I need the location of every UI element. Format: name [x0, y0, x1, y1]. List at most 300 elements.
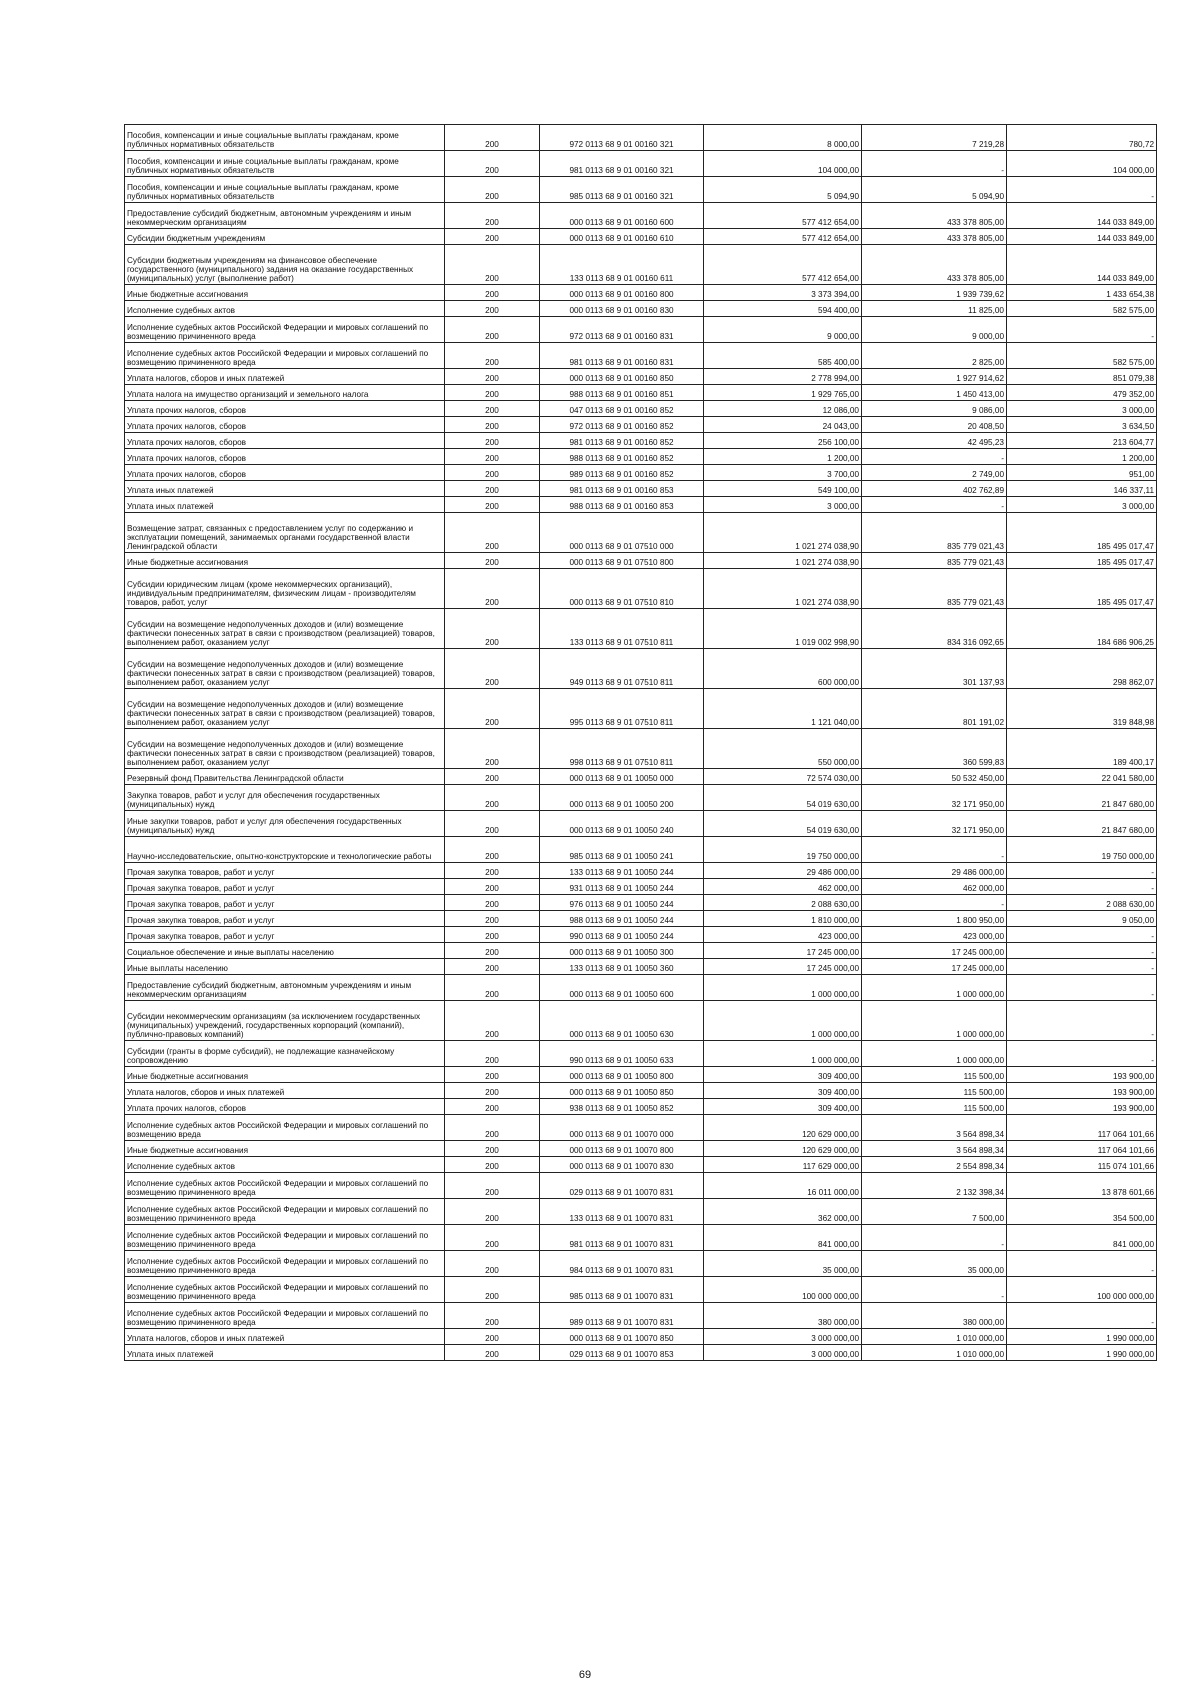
row-budget-code-cell: 000 0113 68 9 01 10070 000: [540, 1115, 704, 1141]
row-name-cell: Иные бюджетные ассигнования: [125, 285, 445, 301]
row-approved-cell: 594 400,00: [704, 301, 862, 317]
row-executed-cell: 834 316 092,65: [862, 609, 1007, 649]
row-approved-cell: 120 629 000,00: [704, 1115, 862, 1141]
row-name-cell: Уплата налогов, сборов и иных платежей: [125, 1083, 445, 1099]
row-unexecuted-cell: 193 900,00: [1007, 1067, 1157, 1083]
table-row: [125, 433, 1157, 449]
row-executed-cell: 9 086,00: [862, 401, 1007, 417]
row-name-cell: Субсидии на возмещение недополученных доходов и (или) возмещение фактически понесенных затрат в связи с производством (реализацией) товаров, выполнением работ, оказанием услуг: [125, 609, 445, 649]
row-executed-cell: 835 779 021,43: [862, 513, 1007, 553]
row-line-code-cell: 200: [445, 1225, 540, 1251]
table-row: [125, 1345, 1157, 1361]
row-line-code-cell: 200: [445, 927, 540, 943]
row-executed-cell: 115 500,00: [862, 1099, 1007, 1115]
table-row: [125, 649, 1157, 689]
row-approved-cell: 2 778 994,00: [704, 369, 862, 385]
row-executed-cell: -: [862, 837, 1007, 863]
row-line-code-cell: 200: [445, 317, 540, 343]
table-row: [125, 879, 1157, 895]
row-line-code-cell: 200: [445, 911, 540, 927]
row-line-code-cell: 200: [445, 1345, 540, 1361]
row-unexecuted-cell: 100 000 000,00: [1007, 1277, 1157, 1303]
row-line-code-cell: 200: [445, 1099, 540, 1115]
table-row: [125, 1041, 1157, 1067]
row-approved-cell: 577 412 654,00: [704, 245, 862, 285]
row-budget-code-cell: 133 0113 68 9 01 07510 811: [540, 609, 704, 649]
row-unexecuted-cell: 780,72: [1007, 125, 1157, 151]
row-budget-code-cell: 029 0113 68 9 01 10070 853: [540, 1345, 704, 1361]
row-line-code-cell: 200: [445, 285, 540, 301]
table-row: [125, 343, 1157, 369]
row-budget-code-cell: 000 0113 68 9 01 10050 200: [540, 785, 704, 811]
row-approved-cell: 24 043,00: [704, 417, 862, 433]
row-approved-cell: 600 000,00: [704, 649, 862, 689]
row-executed-cell: 2 749,00: [862, 465, 1007, 481]
row-unexecuted-cell: -: [1007, 1001, 1157, 1041]
row-executed-cell: -: [862, 449, 1007, 465]
row-executed-cell: 50 532 450,00: [862, 769, 1007, 785]
row-unexecuted-cell: 354 500,00: [1007, 1199, 1157, 1225]
row-approved-cell: 9 000,00: [704, 317, 862, 343]
row-approved-cell: 54 019 630,00: [704, 785, 862, 811]
row-approved-cell: 380 000,00: [704, 1303, 862, 1329]
row-budget-code-cell: 981 0113 68 9 01 00160 853: [540, 481, 704, 497]
row-budget-code-cell: 000 0113 68 9 01 00160 610: [540, 229, 704, 245]
row-approved-cell: 1 000 000,00: [704, 1041, 862, 1067]
row-budget-code-cell: 000 0113 68 9 01 07510 800: [540, 553, 704, 569]
row-unexecuted-cell: 1 990 000,00: [1007, 1329, 1157, 1345]
row-budget-code-cell: 984 0113 68 9 01 10070 831: [540, 1251, 704, 1277]
row-budget-code-cell: 000 0113 68 9 01 10070 850: [540, 1329, 704, 1345]
row-name-cell: Уплата прочих налогов, сборов: [125, 401, 445, 417]
row-executed-cell: 1 000 000,00: [862, 1001, 1007, 1041]
row-name-cell: Уплата прочих налогов, сборов: [125, 465, 445, 481]
row-unexecuted-cell: 193 900,00: [1007, 1099, 1157, 1115]
row-unexecuted-cell: 193 900,00: [1007, 1083, 1157, 1099]
row-budget-code-cell: 988 0113 68 9 01 00160 853: [540, 497, 704, 513]
table-row: [125, 785, 1157, 811]
row-approved-cell: 8 000,00: [704, 125, 862, 151]
row-executed-cell: 1 010 000,00: [862, 1345, 1007, 1361]
row-budget-code-cell: 000 0113 68 9 01 10050 630: [540, 1001, 704, 1041]
row-line-code-cell: 200: [445, 1083, 540, 1099]
row-unexecuted-cell: 144 033 849,00: [1007, 229, 1157, 245]
table-row: [125, 569, 1157, 609]
row-budget-code-cell: 985 0113 68 9 01 00160 321: [540, 177, 704, 203]
row-executed-cell: 1 927 914,62: [862, 369, 1007, 385]
row-unexecuted-cell: 851 079,38: [1007, 369, 1157, 385]
row-executed-cell: 3 564 898,34: [862, 1141, 1007, 1157]
row-budget-code-cell: 000 0113 68 9 01 10050 600: [540, 975, 704, 1001]
row-approved-cell: 1 200,00: [704, 449, 862, 465]
row-approved-cell: 19 750 000,00: [704, 837, 862, 863]
table-body: [125, 125, 1157, 1361]
row-executed-cell: 29 486 000,00: [862, 863, 1007, 879]
row-unexecuted-cell: 13 878 601,66: [1007, 1173, 1157, 1199]
row-executed-cell: 301 137,93: [862, 649, 1007, 689]
row-line-code-cell: 200: [445, 1115, 540, 1141]
row-budget-code-cell: 995 0113 68 9 01 07510 811: [540, 689, 704, 729]
row-budget-code-cell: 000 0113 68 9 01 00160 600: [540, 203, 704, 229]
row-executed-cell: 3 564 898,34: [862, 1115, 1007, 1141]
row-unexecuted-cell: 3 000,00: [1007, 401, 1157, 417]
row-budget-code-cell: 000 0113 68 9 01 10070 830: [540, 1157, 704, 1173]
row-executed-cell: -: [862, 1225, 1007, 1251]
budget-execution-table: [124, 124, 1157, 1361]
table-row: [125, 1329, 1157, 1345]
row-line-code-cell: 200: [445, 369, 540, 385]
row-name-cell: Закупка товаров, работ и услуг для обеспечения государственных (муниципальных) нужд: [125, 785, 445, 811]
row-executed-cell: 32 171 950,00: [862, 811, 1007, 837]
row-executed-cell: -: [862, 151, 1007, 177]
row-line-code-cell: 200: [445, 569, 540, 609]
row-approved-cell: 12 086,00: [704, 401, 862, 417]
row-budget-code-cell: 985 0113 68 9 01 10050 241: [540, 837, 704, 863]
row-executed-cell: 433 378 805,00: [862, 203, 1007, 229]
row-budget-code-cell: 989 0113 68 9 01 00160 852: [540, 465, 704, 481]
row-budget-code-cell: 133 0113 68 9 01 00160 611: [540, 245, 704, 285]
row-approved-cell: 72 574 030,00: [704, 769, 862, 785]
row-line-code-cell: 200: [445, 1329, 540, 1345]
row-executed-cell: 1 000 000,00: [862, 975, 1007, 1001]
row-line-code-cell: 200: [445, 1251, 540, 1277]
row-unexecuted-cell: 319 848,98: [1007, 689, 1157, 729]
row-line-code-cell: 200: [445, 863, 540, 879]
row-unexecuted-cell: 185 495 017,47: [1007, 553, 1157, 569]
table-row: [125, 927, 1157, 943]
row-line-code-cell: 200: [445, 1173, 540, 1199]
table-row: [125, 959, 1157, 975]
row-budget-code-cell: 133 0113 68 9 01 10070 831: [540, 1199, 704, 1225]
row-line-code-cell: 200: [445, 553, 540, 569]
row-budget-code-cell: 972 0113 68 9 01 00160 831: [540, 317, 704, 343]
row-unexecuted-cell: -: [1007, 1303, 1157, 1329]
row-executed-cell: 462 000,00: [862, 879, 1007, 895]
row-name-cell: Исполнение судебных актов: [125, 301, 445, 317]
row-unexecuted-cell: 1 990 000,00: [1007, 1345, 1157, 1361]
row-line-code-cell: 200: [445, 959, 540, 975]
table-row: [125, 481, 1157, 497]
row-line-code-cell: 200: [445, 729, 540, 769]
row-unexecuted-cell: 104 000,00: [1007, 151, 1157, 177]
row-name-cell: Уплата иных платежей: [125, 497, 445, 513]
row-unexecuted-cell: -: [1007, 975, 1157, 1001]
row-unexecuted-cell: 144 033 849,00: [1007, 245, 1157, 285]
row-executed-cell: 2 132 398,34: [862, 1173, 1007, 1199]
table-row: [125, 285, 1157, 301]
row-budget-code-cell: 000 0113 68 9 01 07510 810: [540, 569, 704, 609]
row-approved-cell: 1 810 000,00: [704, 911, 862, 927]
row-name-cell: Субсидии на возмещение недополученных доходов и (или) возмещение фактически понесенных затрат в связи с производством (реализацией) товаров, выполнением работ, оказанием услуг: [125, 649, 445, 689]
row-approved-cell: 1 000 000,00: [704, 975, 862, 1001]
table-row: [125, 151, 1157, 177]
row-unexecuted-cell: 146 337,11: [1007, 481, 1157, 497]
row-name-cell: Исполнение судебных актов Российской Федерации и мировых соглашений по возмещению причиненного вреда: [125, 1251, 445, 1277]
table-row: [125, 301, 1157, 317]
row-approved-cell: 1 019 002 998,90: [704, 609, 862, 649]
row-executed-cell: 433 378 805,00: [862, 245, 1007, 285]
row-line-code-cell: 200: [445, 229, 540, 245]
row-line-code-cell: 200: [445, 1067, 540, 1083]
row-line-code-cell: 200: [445, 689, 540, 729]
row-line-code-cell: 200: [445, 1141, 540, 1157]
row-unexecuted-cell: -: [1007, 317, 1157, 343]
row-unexecuted-cell: -: [1007, 177, 1157, 203]
row-approved-cell: 1 021 274 038,90: [704, 553, 862, 569]
row-unexecuted-cell: 115 074 101,66: [1007, 1157, 1157, 1173]
row-budget-code-cell: 985 0113 68 9 01 10070 831: [540, 1277, 704, 1303]
row-name-cell: Исполнение судебных актов Российской Федерации и мировых соглашений по возмещению причиненного вреда: [125, 343, 445, 369]
row-executed-cell: -: [862, 497, 1007, 513]
row-unexecuted-cell: 185 495 017,47: [1007, 513, 1157, 553]
row-budget-code-cell: 000 0113 68 9 01 10050 000: [540, 769, 704, 785]
row-name-cell: Субсидии некоммерческим организациям (за исключением государственных (муниципальных) учреждений, государственных корпораций (компаний), публично-правовых компаний): [125, 1001, 445, 1041]
row-approved-cell: 100 000 000,00: [704, 1277, 862, 1303]
row-budget-code-cell: 988 0113 68 9 01 00160 852: [540, 449, 704, 465]
row-line-code-cell: 200: [445, 245, 540, 285]
table-row: [125, 943, 1157, 959]
row-line-code-cell: 200: [445, 433, 540, 449]
row-line-code-cell: 200: [445, 609, 540, 649]
row-unexecuted-cell: 951,00: [1007, 465, 1157, 481]
table-row: [125, 229, 1157, 245]
row-approved-cell: 841 000,00: [704, 1225, 862, 1251]
row-line-code-cell: 200: [445, 1001, 540, 1041]
row-name-cell: Субсидии (гранты в форме субсидий), не подлежащие казначейскому сопровождению: [125, 1041, 445, 1067]
row-executed-cell: 380 000,00: [862, 1303, 1007, 1329]
row-approved-cell: 17 245 000,00: [704, 943, 862, 959]
row-line-code-cell: 200: [445, 401, 540, 417]
row-budget-code-cell: 949 0113 68 9 01 07510 811: [540, 649, 704, 689]
row-executed-cell: 5 094,90: [862, 177, 1007, 203]
row-line-code-cell: 200: [445, 1041, 540, 1067]
row-budget-code-cell: 000 0113 68 9 01 07510 000: [540, 513, 704, 553]
row-approved-cell: 1 021 274 038,90: [704, 513, 862, 553]
row-line-code-cell: 200: [445, 513, 540, 553]
row-line-code-cell: 200: [445, 343, 540, 369]
row-unexecuted-cell: 1 433 654,38: [1007, 285, 1157, 301]
row-budget-code-cell: 000 0113 68 9 01 10070 800: [540, 1141, 704, 1157]
row-name-cell: Научно-исследовательские, опытно-конструкторские и технологические работы: [125, 837, 445, 863]
row-approved-cell: 362 000,00: [704, 1199, 862, 1225]
row-executed-cell: 402 762,89: [862, 481, 1007, 497]
row-executed-cell: 1 010 000,00: [862, 1329, 1007, 1345]
row-unexecuted-cell: -: [1007, 1041, 1157, 1067]
row-name-cell: Исполнение судебных актов Российской Федерации и мировых соглашений по возмещению вреда: [125, 1115, 445, 1141]
row-name-cell: Исполнение судебных актов Российской Федерации и мировых соглашений по возмещению причиненного вреда: [125, 1173, 445, 1199]
row-name-cell: Иные бюджетные ассигнования: [125, 1141, 445, 1157]
row-name-cell: Пособия, компенсации и иные социальные выплаты гражданам, кроме публичных нормативных обязательств: [125, 125, 445, 151]
row-name-cell: Предоставление субсидий бюджетным, автономным учреждениям и иным некоммерческим организациям: [125, 203, 445, 229]
row-line-code-cell: 200: [445, 975, 540, 1001]
table-row: [125, 449, 1157, 465]
row-unexecuted-cell: 22 041 580,00: [1007, 769, 1157, 785]
row-budget-code-cell: 133 0113 68 9 01 10050 244: [540, 863, 704, 879]
row-approved-cell: 1 929 765,00: [704, 385, 862, 401]
table-row: [125, 497, 1157, 513]
table-row: [125, 863, 1157, 879]
row-approved-cell: 3 700,00: [704, 465, 862, 481]
row-name-cell: Прочая закупка товаров, работ и услуг: [125, 895, 445, 911]
row-budget-code-cell: 029 0113 68 9 01 10070 831: [540, 1173, 704, 1199]
row-executed-cell: 42 495,23: [862, 433, 1007, 449]
row-unexecuted-cell: 213 604,77: [1007, 433, 1157, 449]
row-approved-cell: 35 000,00: [704, 1251, 862, 1277]
table-row: [125, 1115, 1157, 1141]
row-name-cell: Прочая закупка товаров, работ и услуг: [125, 911, 445, 927]
row-name-cell: Уплата прочих налогов, сборов: [125, 433, 445, 449]
row-approved-cell: 423 000,00: [704, 927, 862, 943]
row-line-code-cell: 200: [445, 125, 540, 151]
table-row: [125, 125, 1157, 151]
row-budget-code-cell: 000 0113 68 9 01 10050 800: [540, 1067, 704, 1083]
row-budget-code-cell: 000 0113 68 9 01 00160 800: [540, 285, 704, 301]
row-name-cell: Исполнение судебных актов Российской Федерации и мировых соглашений по возмещению причиненного вреда: [125, 1199, 445, 1225]
row-executed-cell: 1 939 739,62: [862, 285, 1007, 301]
row-line-code-cell: 200: [445, 465, 540, 481]
row-unexecuted-cell: 841 000,00: [1007, 1225, 1157, 1251]
row-name-cell: Субсидии на возмещение недополученных доходов и (или) возмещение фактически понесенных затрат в связи с производством (реализацией) товаров, выполнением работ, оказанием услуг: [125, 689, 445, 729]
row-executed-cell: 1 000 000,00: [862, 1041, 1007, 1067]
row-line-code-cell: 200: [445, 943, 540, 959]
row-budget-code-cell: 000 0113 68 9 01 00160 850: [540, 369, 704, 385]
row-executed-cell: -: [862, 1277, 1007, 1303]
table-row: [125, 1251, 1157, 1277]
row-executed-cell: 2 825,00: [862, 343, 1007, 369]
table-row: [125, 1067, 1157, 1083]
table-row: [125, 769, 1157, 785]
row-unexecuted-cell: 21 847 680,00: [1007, 785, 1157, 811]
row-line-code-cell: 200: [445, 177, 540, 203]
row-name-cell: Уплата прочих налогов, сборов: [125, 449, 445, 465]
table-row: [125, 911, 1157, 927]
row-name-cell: Уплата налогов, сборов и иных платежей: [125, 369, 445, 385]
row-budget-code-cell: 931 0113 68 9 01 10050 244: [540, 879, 704, 895]
row-unexecuted-cell: 117 064 101,66: [1007, 1115, 1157, 1141]
row-line-code-cell: 200: [445, 481, 540, 497]
row-name-cell: Уплата прочих налогов, сборов: [125, 1099, 445, 1115]
row-unexecuted-cell: -: [1007, 1251, 1157, 1277]
row-unexecuted-cell: 9 050,00: [1007, 911, 1157, 927]
row-approved-cell: 462 000,00: [704, 879, 862, 895]
row-approved-cell: 5 094,90: [704, 177, 862, 203]
row-executed-cell: 35 000,00: [862, 1251, 1007, 1277]
row-name-cell: Прочая закупка товаров, работ и услуг: [125, 879, 445, 895]
row-unexecuted-cell: -: [1007, 879, 1157, 895]
row-line-code-cell: 200: [445, 879, 540, 895]
row-line-code-cell: 200: [445, 301, 540, 317]
row-executed-cell: 835 779 021,43: [862, 569, 1007, 609]
row-budget-code-cell: 998 0113 68 9 01 07510 811: [540, 729, 704, 769]
row-unexecuted-cell: 144 033 849,00: [1007, 203, 1157, 229]
table-row: [125, 837, 1157, 863]
row-line-code-cell: 200: [445, 449, 540, 465]
table-row: [125, 465, 1157, 481]
row-approved-cell: 3 000 000,00: [704, 1329, 862, 1345]
row-unexecuted-cell: 2 088 630,00: [1007, 895, 1157, 911]
row-approved-cell: 1 000 000,00: [704, 1001, 862, 1041]
row-executed-cell: 360 599,83: [862, 729, 1007, 769]
table-row: [125, 1199, 1157, 1225]
row-unexecuted-cell: 298 862,07: [1007, 649, 1157, 689]
row-budget-code-cell: 972 0113 68 9 01 00160 321: [540, 125, 704, 151]
row-budget-code-cell: 990 0113 68 9 01 10050 633: [540, 1041, 704, 1067]
row-unexecuted-cell: 21 847 680,00: [1007, 811, 1157, 837]
row-name-cell: Предоставление субсидий бюджетным, автономным учреждениям и иным некоммерческим организациям: [125, 975, 445, 1001]
table-row: [125, 609, 1157, 649]
row-approved-cell: 585 400,00: [704, 343, 862, 369]
row-name-cell: Прочая закупка товаров, работ и услуг: [125, 863, 445, 879]
row-unexecuted-cell: -: [1007, 927, 1157, 943]
row-line-code-cell: 200: [445, 385, 540, 401]
table-row: [125, 895, 1157, 911]
row-name-cell: Уплата налога на имущество организаций и земельного налога: [125, 385, 445, 401]
row-approved-cell: 309 400,00: [704, 1099, 862, 1115]
table-row: [125, 553, 1157, 569]
row-executed-cell: 2 554 898,34: [862, 1157, 1007, 1173]
row-name-cell: Социальное обеспечение и иные выплаты населению: [125, 943, 445, 959]
table-row: [125, 975, 1157, 1001]
row-line-code-cell: 200: [445, 811, 540, 837]
row-approved-cell: 1 021 274 038,90: [704, 569, 862, 609]
row-line-code-cell: 200: [445, 497, 540, 513]
table-row: [125, 1083, 1157, 1099]
row-name-cell: Иные бюджетные ассигнования: [125, 553, 445, 569]
row-executed-cell: 7 500,00: [862, 1199, 1007, 1225]
row-name-cell: Резервный фонд Правительства Ленинградской области: [125, 769, 445, 785]
row-unexecuted-cell: 185 495 017,47: [1007, 569, 1157, 609]
row-name-cell: Пособия, компенсации и иные социальные выплаты гражданам, кроме публичных нормативных обязательств: [125, 177, 445, 203]
row-executed-cell: 20 408,50: [862, 417, 1007, 433]
row-unexecuted-cell: -: [1007, 863, 1157, 879]
row-executed-cell: 433 378 805,00: [862, 229, 1007, 245]
row-budget-code-cell: 000 0113 68 9 01 10050 850: [540, 1083, 704, 1099]
row-approved-cell: 309 400,00: [704, 1083, 862, 1099]
row-approved-cell: 16 011 000,00: [704, 1173, 862, 1199]
table-row: [125, 401, 1157, 417]
row-line-code-cell: 200: [445, 203, 540, 229]
row-line-code-cell: 200: [445, 417, 540, 433]
row-name-cell: Иные бюджетные ассигнования: [125, 1067, 445, 1083]
row-unexecuted-cell: 582 575,00: [1007, 343, 1157, 369]
row-approved-cell: 1 121 040,00: [704, 689, 862, 729]
row-budget-code-cell: 972 0113 68 9 01 00160 852: [540, 417, 704, 433]
row-budget-code-cell: 981 0113 68 9 01 00160 852: [540, 433, 704, 449]
row-budget-code-cell: 000 0113 68 9 01 10050 300: [540, 943, 704, 959]
row-approved-cell: 29 486 000,00: [704, 863, 862, 879]
row-approved-cell: 577 412 654,00: [704, 229, 862, 245]
table-row: [125, 1157, 1157, 1173]
row-name-cell: Субсидии бюджетным учреждениям: [125, 229, 445, 245]
row-approved-cell: 549 100,00: [704, 481, 862, 497]
row-name-cell: Субсидии юридическим лицам (кроме некоммерческих организаций), индивидуальным предпринимателям, физическим лицам - производителям товаров, работ, услуг: [125, 569, 445, 609]
row-line-code-cell: 200: [445, 895, 540, 911]
row-approved-cell: 309 400,00: [704, 1067, 862, 1083]
row-line-code-cell: 200: [445, 785, 540, 811]
row-name-cell: Исполнение судебных актов: [125, 1157, 445, 1173]
table-row: [125, 1225, 1157, 1251]
row-name-cell: Исполнение судебных актов Российской Федерации и мировых соглашений по возмещению причиненного вреда: [125, 1277, 445, 1303]
row-approved-cell: 54 019 630,00: [704, 811, 862, 837]
row-unexecuted-cell: 184 686 906,25: [1007, 609, 1157, 649]
table-row: [125, 1277, 1157, 1303]
row-budget-code-cell: 000 0113 68 9 01 00160 830: [540, 301, 704, 317]
row-executed-cell: 115 500,00: [862, 1083, 1007, 1099]
row-unexecuted-cell: 189 400,17: [1007, 729, 1157, 769]
row-line-code-cell: 200: [445, 1303, 540, 1329]
row-budget-code-cell: 047 0113 68 9 01 00160 852: [540, 401, 704, 417]
row-unexecuted-cell: 1 200,00: [1007, 449, 1157, 465]
